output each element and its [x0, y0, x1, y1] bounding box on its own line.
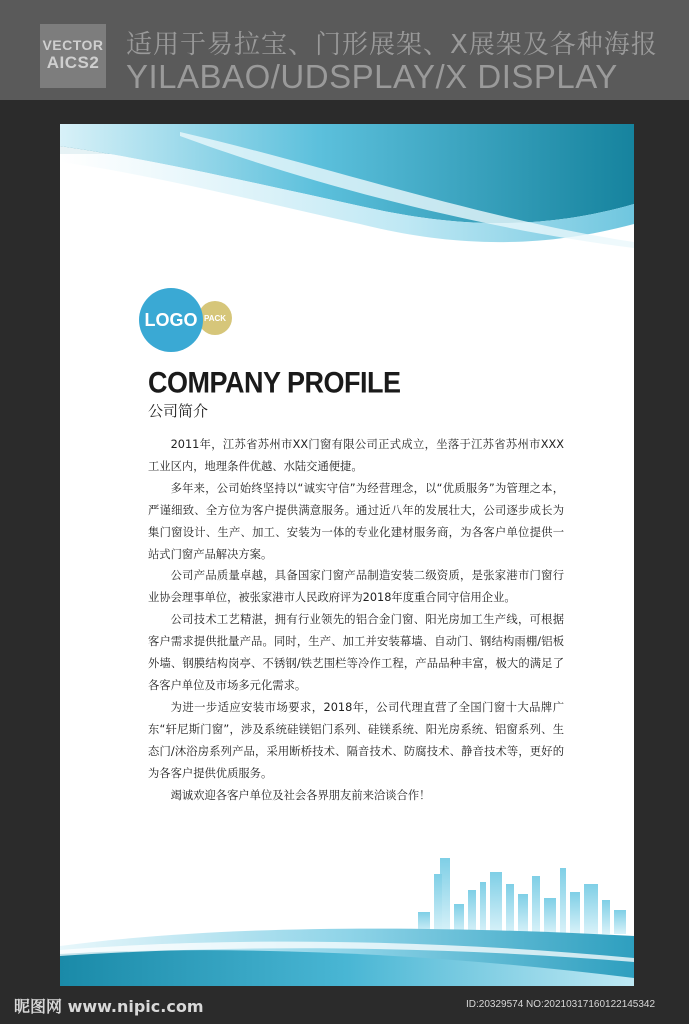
poster — [60, 124, 634, 986]
paragraph-5: 为进一步适应安装市场要求，2018年，公司代理直营了全国门窗十大品牌广东“轩尼斯门窗”，涉及系统硅镁铝门系列、硅镁系统、阳光房系统、铝窗系列、生态门/沐浴房系列产品，采用断桥技术、隔音技术、防腐技术、静音技术等，更好的为各客户提供优质服务。 — [148, 700, 564, 780]
badge-line-1: VECTOR — [42, 37, 104, 53]
vector-badge — [40, 24, 106, 88]
paragraph-1: 2011年，江苏省苏州市XX门窗有限公司正式成立，坐落于江苏省苏州市XXX工业区内，地理条件优越、水陆交通便捷。 — [148, 438, 564, 473]
page-subtitle: 公司简介 — [148, 402, 209, 420]
top-banner — [0, 0, 689, 100]
top-wave-decoration — [60, 124, 634, 254]
banner-title-cn: 适用于易拉宝、门形展架、X展架及各种海报 — [126, 30, 658, 60]
paragraph-6: 竭诚欢迎各客户单位及社会各界朋友前来洽谈合作！ — [170, 788, 431, 802]
bottom-wave-decoration — [60, 906, 634, 986]
paragraph-3: 公司产品质量卓越，具备国家门窗产品制造安装二级资质，是张家港市门窗行业协会理事单位，被张家港市人民政府评为2018年度重合同守信用企业。 — [148, 569, 564, 605]
paragraph-2: 多年来，公司始终坚持以“诚实守信”为经营理念，以“优质服务”为管理之本，严谨细致、全方位为客户提供满意服务。通过近八年的发展壮大，公司逐步成长为集门窗设计、生产、加工、安装为一体的专业化建材服务商，为各客户单位提供一站式门窗产品解决方案。 — [148, 481, 564, 561]
page-title: COMPANY PROFILE — [148, 366, 401, 400]
site-watermark: 昵图网 www.nipic.com — [14, 997, 204, 1016]
profile-body — [148, 434, 564, 806]
badge-line-2: AICS2 — [46, 53, 100, 72]
image-id-text: ID:20329574 NO:20210317160122145342 — [466, 999, 656, 1010]
paragraph-4: 公司技术工艺精湛，拥有行业领先的铝合金门窗、阳光房加工生产线，可根据客户需求提供批量产品。同时，生产、加工并安装幕墙、自动门、钢结构雨棚/铝板外墙、钢膜结构岗亭、不锈钢/铁艺围栏等冷作工程，产品品种丰富，极大的满足了各客户单位及市场多元化需求。 — [148, 613, 564, 692]
logo-circle: LOGO — [139, 288, 203, 352]
pack-circle: PACK — [198, 301, 232, 335]
banner-title-en: YILABAO/UDSPLAY/X DISPLAY — [126, 58, 618, 95]
